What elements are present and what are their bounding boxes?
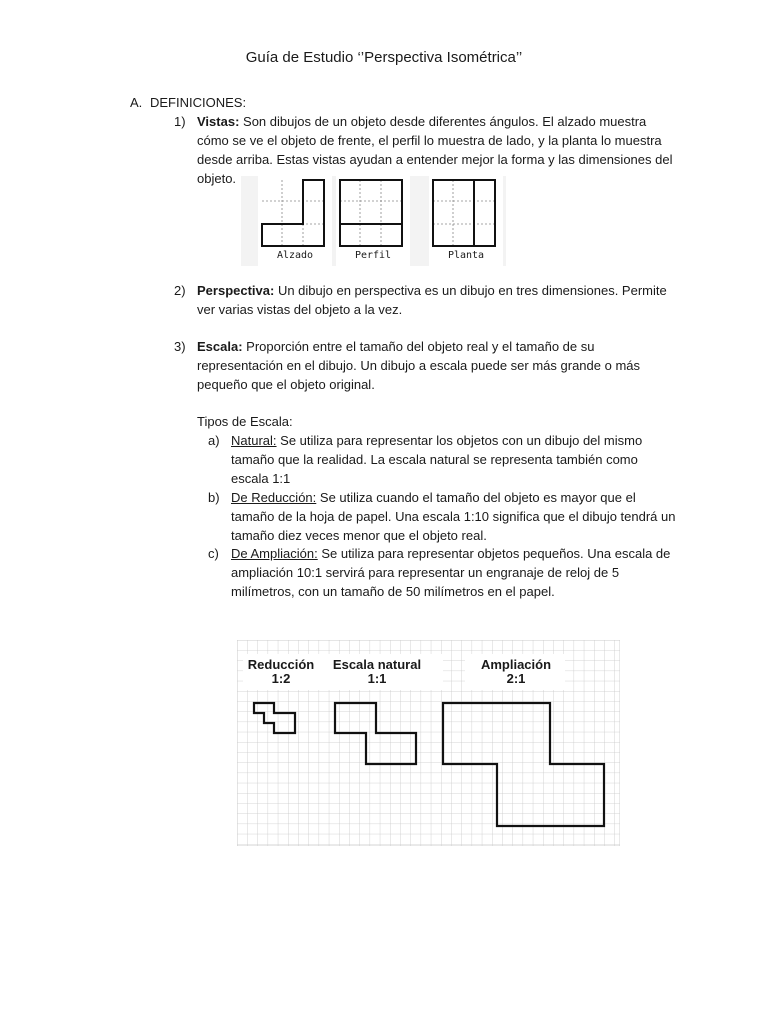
definition-body: Un dibujo en perspectiva es un dibujo en tres dimensiones. Permite ver varias vistas del objeto a la vez. [197,283,667,317]
perfil-drawing [336,176,410,250]
tipo-body: Se utiliza cuando el tamaño del objeto es mayor que el tamaño de la hoja de papel. Una escala 1:10 significa que el dibujo tendrá un tamaño diez veces menor que el objeto real. [231,490,676,543]
tipo-text [231,488,678,545]
definition-body: Proporción entre el tamaño del objeto real y el tamaño de su representación en el dibujo. Un dibujo a escala puede ser más grande o más pequeño que el objeto original. [197,339,640,392]
alzado-caption: Alzado [276,250,314,261]
definition-term: Escala: [197,339,243,354]
planta-drawing [429,176,503,250]
reduccion-label [243,658,319,686]
definition-text [197,337,674,394]
tipo-text [231,431,678,488]
natural-name: Escala natural [332,657,422,672]
planta-panel [429,176,503,266]
views-figure [241,176,506,266]
tipo-reduccion [208,488,678,545]
ampliacion-label [473,658,559,686]
tipos-heading [174,412,674,431]
tipo-letter: c) [208,546,219,561]
tipo-term: De Ampliación: [231,546,318,561]
tipo-letter: a) [208,433,220,448]
reduccion-name: Reducción [247,657,315,672]
tipo-body: Se utiliza para representar los objetos con un dibujo del mismo tamaño que la realidad. La escala natural se representa también como escala 1:1 [231,433,643,486]
tipo-natural [208,431,678,488]
planta-caption: Planta [447,250,485,261]
scale-figure [237,640,620,846]
ampliacion-ratio: 2:1 [506,671,526,686]
definition-perspectiva [174,281,674,319]
tipo-term: Natural: [231,433,277,448]
section-a-heading [130,93,246,112]
page-title: Guía de Estudio ‘’Perspectiva Isométrica’’ [245,49,523,66]
item-number: 1) [174,114,186,129]
perfil-panel [336,176,410,266]
natural-ratio: 1:1 [367,671,387,686]
definition-body: Son dibujos de un objeto desde diferentes ángulos. El alzado muestra cómo se ve el objeto de frente, el perfil lo muestra de lado, y la planta lo muestra desde arriba. Estas vistas ayudan a entender mejor la forma y las dimensiones del objeto. [197,114,673,186]
definition-term: Vistas: [197,114,240,129]
tipo-ampliacion [208,544,678,601]
item-number: 2) [174,283,186,298]
tipo-body: Se utiliza para representar objetos pequeños. Una escala de ampliación 10:1 servirá para representar un engranaje de reloj de 5 milímetros, con un tamaño de 50 milímetros en el papel. [231,546,671,599]
tipo-letter: b) [208,490,220,505]
alzado-panel [258,176,332,266]
ampliacion-name: Ampliación [480,657,552,672]
tipos-heading-text: Tipos de Escala: [197,414,293,429]
definition-escala [174,337,674,394]
reduccion-ratio: 1:2 [271,671,291,686]
natural-label [327,658,427,686]
item-number: 3) [174,339,186,354]
section-heading-text: DEFINICIONES: [150,95,247,110]
section-letter: A. [130,95,143,110]
tipo-text [231,544,678,601]
tipo-term: De Reducción: [231,490,317,505]
perfil-caption: Perfil [354,250,392,261]
definition-term: Perspectiva: [197,283,275,298]
alzado-drawing [258,176,332,250]
definition-text [197,281,674,319]
